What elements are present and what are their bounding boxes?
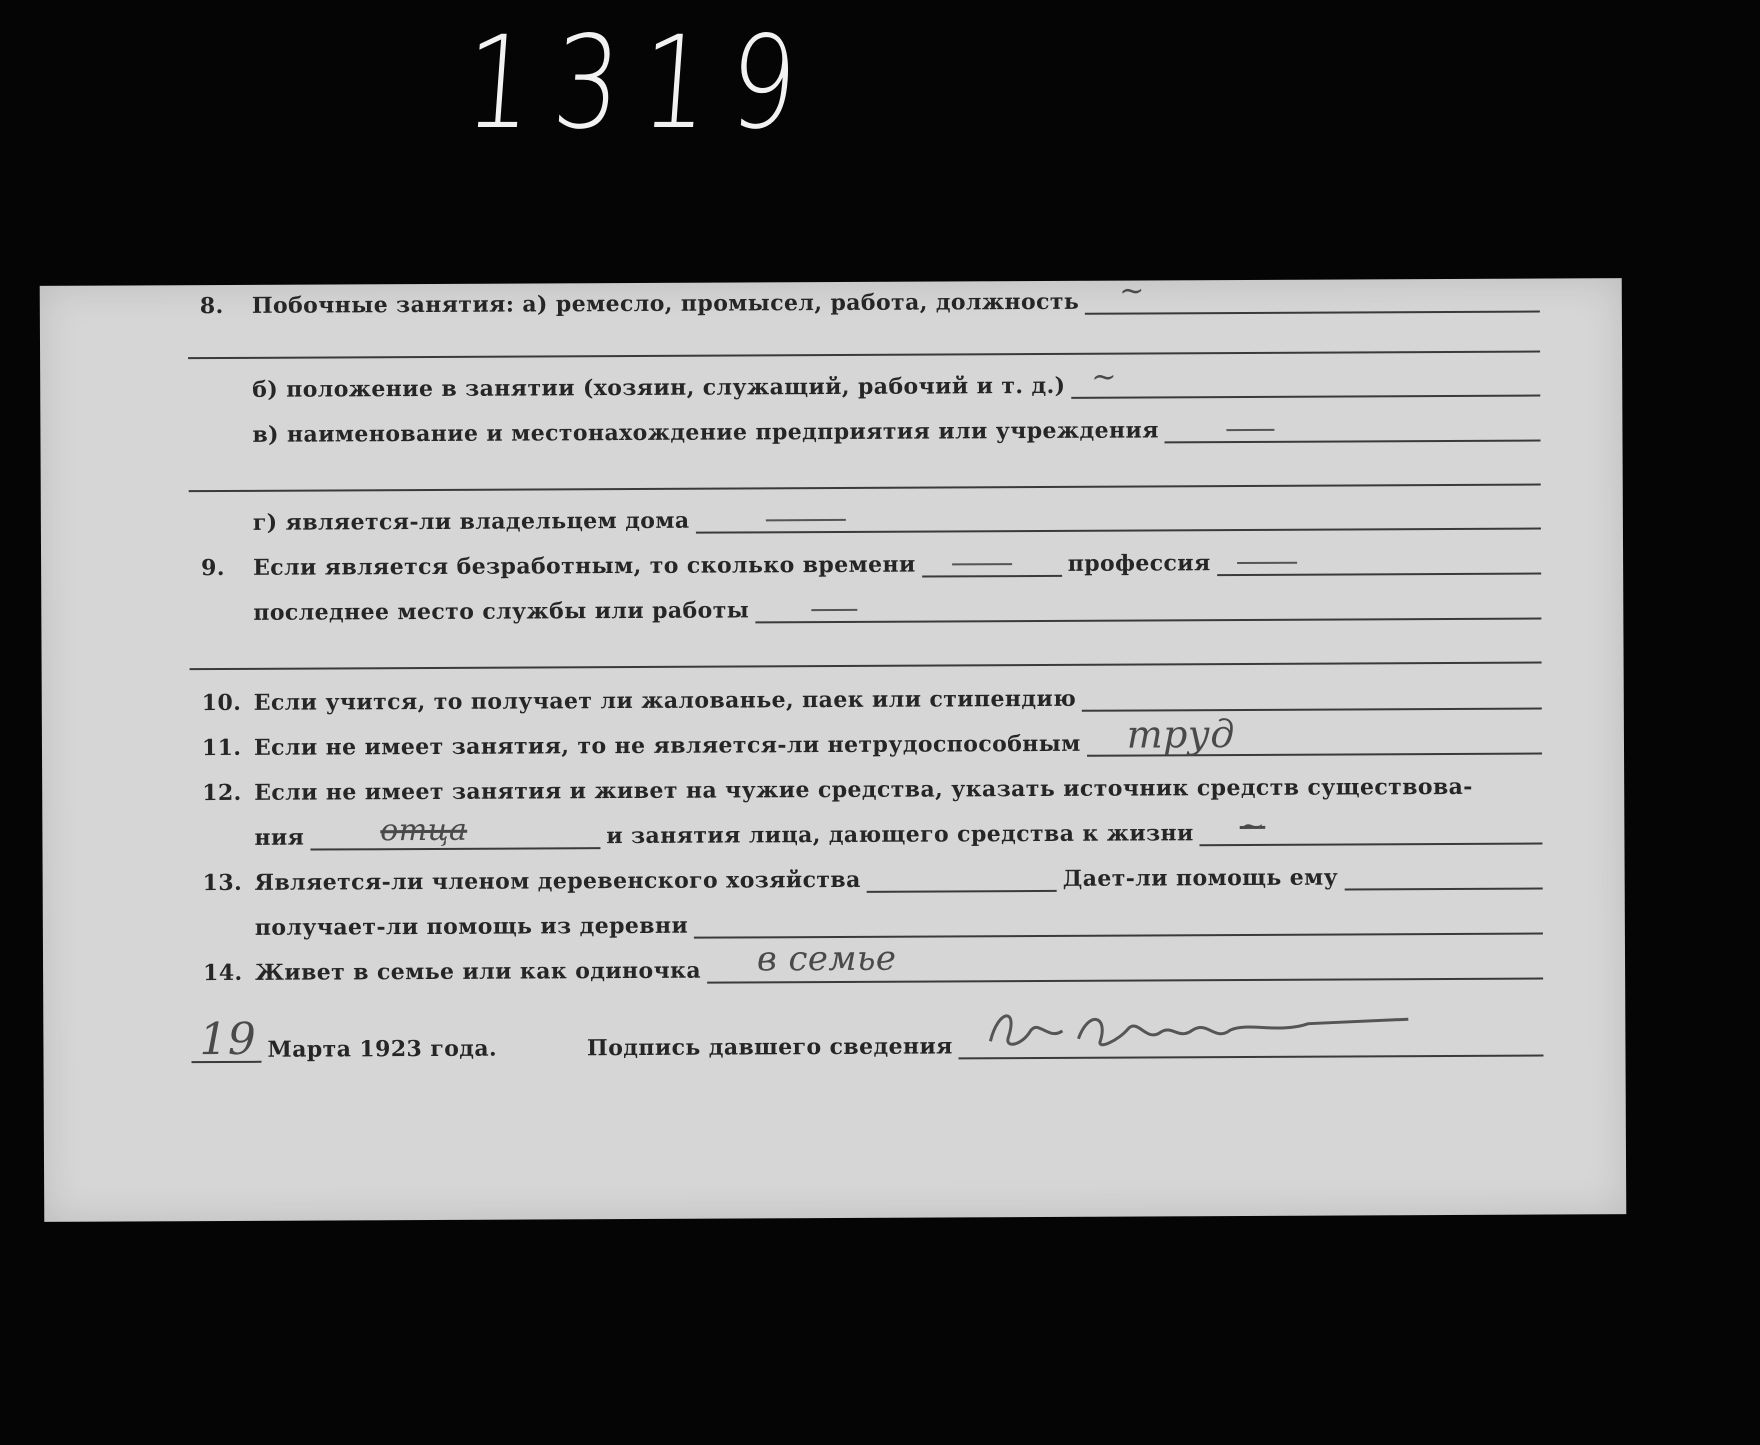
q8g-dash-mark [766,519,846,521]
census-card [40,273,1627,1222]
q12-row [202,774,1542,807]
q8b-answer-line [1071,359,1540,399]
footer-date-text: Марта 1923 года. [267,1035,498,1063]
signature [979,999,1419,1061]
q14-number: 14. [203,959,243,987]
q13-help-label: Дает-ли помощь ему [1062,864,1339,892]
signature-label: Подпись давшего сведения [586,1033,953,1062]
q13-number: 13. [202,869,243,897]
q12-cont-label: ния [254,824,305,851]
footer-day: 19 [199,1013,257,1066]
q11-answer-line [1087,712,1542,757]
q11-row [201,712,1542,762]
q13-help-line [1344,866,1543,891]
q12-source-line [310,812,600,850]
q8a-continuation-line [188,351,1540,360]
q8-number: 8. [199,292,224,320]
q11-number: 11. [201,734,242,762]
q12-source-answer: отца [380,812,468,849]
q9-last-place-line [755,596,1541,624]
q14-label: Живет в семье или как одиночка [255,957,702,986]
q9-last-place-dash-mark [811,609,857,611]
q8b-dash-mark: ~ [1091,359,1118,395]
q9-label: Если является безработным, то сколько времени [253,551,916,581]
q8b-label: б) положение в занятии (хозяин, служащий, рабочий и т. д.) [252,372,1066,403]
q8v-dash-mark [1227,429,1275,431]
q13-receives-line [694,911,1543,939]
q8b-row [252,359,1540,403]
q9-profession-dash-mark [1237,562,1297,564]
footer-day-line [191,1013,261,1066]
q12-occupation-line [1200,808,1543,847]
q10-number: 10. [201,689,242,717]
q8a-row [199,273,1540,320]
q13-label: Является-ли членом деревенского хозяйства [254,866,861,896]
q8v-label: в) наименование и местонахождение предприятия или учреждения [252,417,1159,448]
q9-profession-line [1217,551,1542,577]
q8a-answer-line [1085,273,1540,315]
q8g-row [253,504,1541,536]
q9-row [201,549,1541,582]
q12-cont-row [254,808,1542,851]
q8g-answer-line [695,506,1540,534]
q9-last-place-label: последнее место службы или работы [253,597,750,626]
q9-continuation-line [190,662,1542,671]
q8g-label: г) является-ли владельцем дома [252,507,690,536]
q11-answer: труд [1126,712,1235,757]
q13-receives-label: получает-ли помощь из деревни [254,912,689,941]
q13-row [203,864,1543,897]
q10-answer-line [1082,686,1542,712]
q9-duration-line [922,553,1062,578]
q10-label: Если учится, то получает ли жалованье, паек или стипендию [253,685,1077,716]
q14-answer-line [707,938,1543,984]
q9-duration-dash-mark [952,563,1012,565]
q8v-answer-line [1165,418,1541,444]
archive-sheet-number: 1319 [460,9,824,158]
q9-number: 9. [201,554,225,582]
q9-profession-label: профессия [1067,550,1211,577]
q12-label: Если не имеет занятия и живет на чужие средства, указать источник средств существова- [254,773,1473,806]
q14-row [203,938,1543,987]
q13-member-line [867,868,1057,893]
q11-label: Если не имеет занятия, то не является-ли нетрудоспособным [253,730,1081,761]
q14-answer: в семье [756,938,897,980]
q8v-row [252,416,1540,448]
q8a-dash-mark: ~ [1119,273,1145,309]
q13-receives-row [255,909,1543,941]
q10-row [202,684,1542,717]
q9-last-place-row [253,594,1541,626]
q12-number: 12. [202,779,242,807]
q12-occupation-label: и занятия лица, дающего средства к жизни [606,820,1194,850]
q8a-label: Побочные занятия: а) ремесло, промысел, работа, должность [251,288,1080,319]
signature-line [959,1033,1544,1060]
q8v-continuation-line [189,484,1541,493]
footer-row [191,1013,1543,1066]
q12-occupation-scribble: ~ [1239,808,1266,845]
